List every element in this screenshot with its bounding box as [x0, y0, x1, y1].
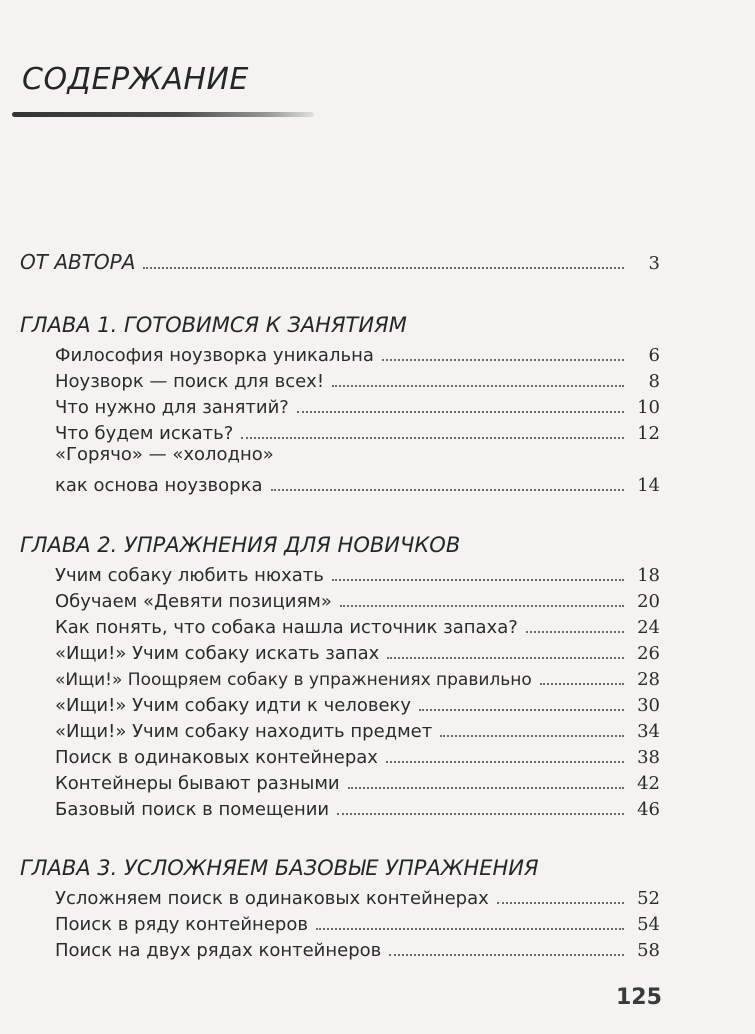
leader-dots: [337, 813, 624, 815]
toc-page: 6: [648, 345, 660, 366]
toc-label: Поиск в ряду контейнеров: [55, 914, 308, 935]
toc-label: Философия ноузворка уникальна: [55, 345, 374, 366]
toc-entry[interactable]: [55, 716, 660, 742]
toc-page: 28: [637, 669, 660, 690]
toc-label: Базовый поиск в помещении: [55, 799, 330, 820]
toc-label: Контейнеры бывают разными: [55, 773, 340, 794]
toc-page: 20: [637, 591, 660, 612]
toc-page: 52: [637, 888, 660, 909]
leader-dots: [526, 631, 624, 633]
leader-dots: [497, 902, 624, 904]
toc-entry[interactable]: [55, 909, 660, 935]
toc-entry[interactable]: [55, 742, 660, 768]
toc-page: 26: [637, 643, 660, 664]
toc-entry[interactable]: [55, 638, 660, 664]
toc-entry[interactable]: [55, 418, 660, 444]
toc-entry[interactable]: [55, 935, 660, 961]
leader-dots: [143, 267, 624, 269]
toc-entry[interactable]: [55, 586, 660, 612]
leader-dots: [387, 657, 624, 659]
toc-label: Ноузворк — поиск для всех!: [55, 371, 325, 392]
toc-label: как основа ноузворка: [55, 475, 263, 496]
toc-entry[interactable]: [55, 664, 660, 690]
toc-entry[interactable]: [55, 794, 660, 820]
toc-page: 46: [637, 799, 660, 820]
leader-dots: [540, 683, 624, 685]
toc-label: «Ищи!» Поощряем собаку в упражнениях правильно: [55, 670, 532, 690]
toc-entry[interactable]: [55, 470, 660, 496]
toc-entry-author[interactable]: [20, 248, 660, 274]
title-underline: [12, 112, 314, 117]
toc-entry[interactable]: [55, 768, 660, 794]
leader-dots: [332, 579, 624, 581]
leader-dots: [297, 411, 624, 413]
toc-entry[interactable]: [55, 560, 660, 586]
leader-dots: [332, 385, 624, 387]
chapter-heading-2: ГЛАВА 2. УПРАЖНЕНИЯ ДЛЯ НОВИЧКОВ: [20, 533, 461, 557]
toc-label: Что нужно для занятий?: [55, 397, 289, 418]
toc-label: Обучаем «Девяти позициям»: [55, 591, 332, 612]
toc-label: Поиск в одинаковых контейнерах: [55, 747, 378, 768]
toc-label: Учим собаку любить нюхать: [55, 565, 324, 586]
leader-dots: [316, 928, 624, 930]
leader-dots: [386, 761, 624, 763]
leader-dots: [348, 787, 624, 789]
leader-dots: [382, 359, 624, 361]
toc-page: 54: [637, 914, 660, 935]
toc-entry[interactable]: [55, 883, 660, 909]
toc-page: 12: [637, 423, 660, 444]
toc-page: 10: [637, 397, 660, 418]
toc-page: 34: [637, 721, 660, 742]
page-number: 125: [616, 985, 662, 1010]
leader-dots: [389, 954, 624, 956]
toc-page: 30: [637, 695, 660, 716]
toc-entry[interactable]: [55, 392, 660, 418]
leader-dots: [241, 437, 624, 439]
chapter-heading-3: ГЛАВА 3. УСЛОЖНЯЕМ БАЗОВЫЕ УПРАЖНЕНИЯ: [20, 856, 539, 880]
leader-dots: [340, 605, 624, 607]
page-title: СОДЕРЖАНИЕ: [22, 62, 249, 97]
toc-entry[interactable]: [55, 366, 660, 392]
toc-page: 58: [637, 940, 660, 961]
toc-label: Как понять, что собака нашла источник запаха?: [55, 617, 518, 638]
toc-entry[interactable]: [55, 340, 660, 366]
toc-page: 24: [637, 617, 660, 638]
toc-entry[interactable]: [55, 612, 660, 638]
leader-dots: [440, 735, 624, 737]
chapter-heading-1: ГЛАВА 1. ГОТОВИМСЯ К ЗАНЯТИЯМ: [20, 313, 407, 337]
toc-label: «Ищи!» Учим собаку искать запах: [55, 643, 380, 664]
toc-label: Что будем искать?: [55, 423, 234, 444]
toc-label: «Ищи!» Учим собаку находить предмет: [55, 721, 433, 742]
toc-label: ОТ АВТОРА: [20, 250, 136, 274]
toc-page: 38: [637, 747, 660, 768]
toc-page: 8: [648, 371, 660, 392]
toc-label: «Ищи!» Учим собаку идти к человеку: [55, 695, 412, 716]
toc-label: Поиск на двух рядах контейнеров: [55, 940, 382, 961]
toc-page: 42: [637, 773, 660, 794]
toc-label-line1: «Горячо» — «холодно»: [55, 444, 274, 465]
leader-dots: [419, 709, 624, 711]
toc-label: Усложняем поиск в одинаковых контейнерах: [55, 888, 489, 909]
toc-entry[interactable]: [55, 690, 660, 716]
toc-page: 3: [648, 253, 660, 274]
leader-dots: [271, 489, 624, 491]
toc-page: 18: [637, 565, 660, 586]
toc-page: 14: [637, 475, 660, 496]
